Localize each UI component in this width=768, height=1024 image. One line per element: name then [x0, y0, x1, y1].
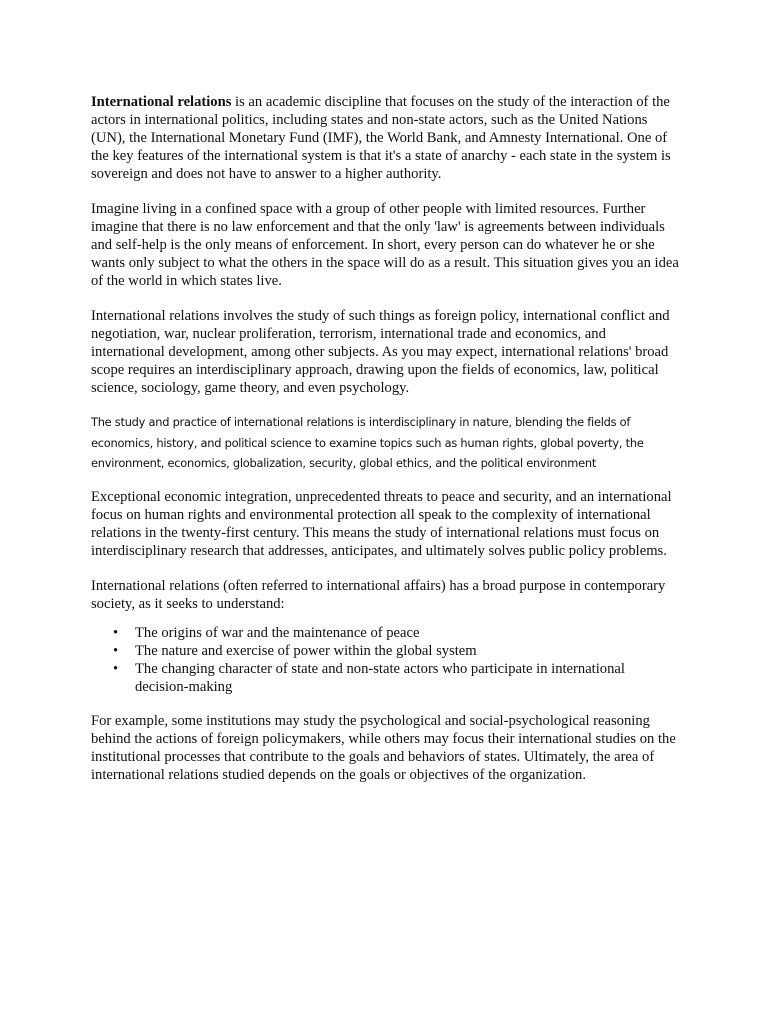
paragraph-interdisciplinary-note: The study and practice of international relations is interdisciplinary in nature, blending the fields of economics, history, and political science to examine topics such as human rights, global poverty, the environment, economics, globalization, security, global ethics, and the political environment [91, 415, 644, 470]
list-item-text: The nature and exercise of power within the global system [135, 642, 477, 659]
list-item-text: The changing character of state and non-state actors who participate in international decision-making [135, 660, 625, 695]
list-item [113, 624, 681, 642]
paragraph-purpose: International relations (often referred to international affairs) has a broad purpose in contemporary society, as it seeks to understand: [91, 577, 666, 612]
document-page [91, 93, 681, 801]
paragraph-definition [91, 93, 681, 183]
list-item [113, 642, 681, 660]
paragraph-complexity: Exceptional economic integration, unprecedented threats to peace and security, and an international focus on human rights and environmental protection all speak to the complexity of international relations in the twenty-first century. This means the study of international relations must focus on interdisciplinary research that addresses, anticipates, and ultimately solves public policy problems. [91, 488, 672, 559]
paragraph-example: For example, some institutions may study the psychological and social-psychological reasoning behind the actions of foreign policymakers, while others may focus their international studies on the institutional processes that contribute to the goals and behaviors of states. Ultimately, the area of international relations studied depends on the goals or objectives of the organization. [91, 712, 676, 783]
definition-text: is an academic discipline that focuses on the study of the interaction of the actors in international politics, including states and non-state actors, such as the United Nations (UN), the International Monetary Fund (IMF), the World Bank, and Amnesty International. One of the key features of the international system is that it's a state of anarchy - each state in the system is sovereign and does not have to answer to a higher authority. [91, 94, 671, 182]
paragraph-scope: International relations involves the study of such things as foreign policy, international conflict and negotiation, war, nuclear proliferation, terrorism, international trade and economics, and international development, among other subjects. As you may expect, international relations' broad scope requires an interdisciplinary approach, drawing upon the fields of economics, law, political science, sociology, game theory, and even psychology. [91, 308, 670, 396]
bullet-icon: • [113, 624, 119, 641]
bullet-icon: • [113, 642, 119, 659]
list-item [113, 660, 681, 696]
defined-term: International relations [91, 94, 232, 110]
purpose-list [91, 624, 681, 696]
bullet-icon: • [113, 660, 119, 677]
list-item-text: The origins of war and the maintenance of peace [135, 624, 420, 641]
paragraph-anarchy-analogy: Imagine living in a confined space with a group of other people with limited resources. Further imagine that there is no law enforcement and that the only 'law' is agreements between individuals and self-help is the only means of enforcement. In short, every person can do whatever he or she wants only subject to what the others in the space will do as a result. This situation gives you an idea of the world in which states live. [91, 201, 679, 289]
